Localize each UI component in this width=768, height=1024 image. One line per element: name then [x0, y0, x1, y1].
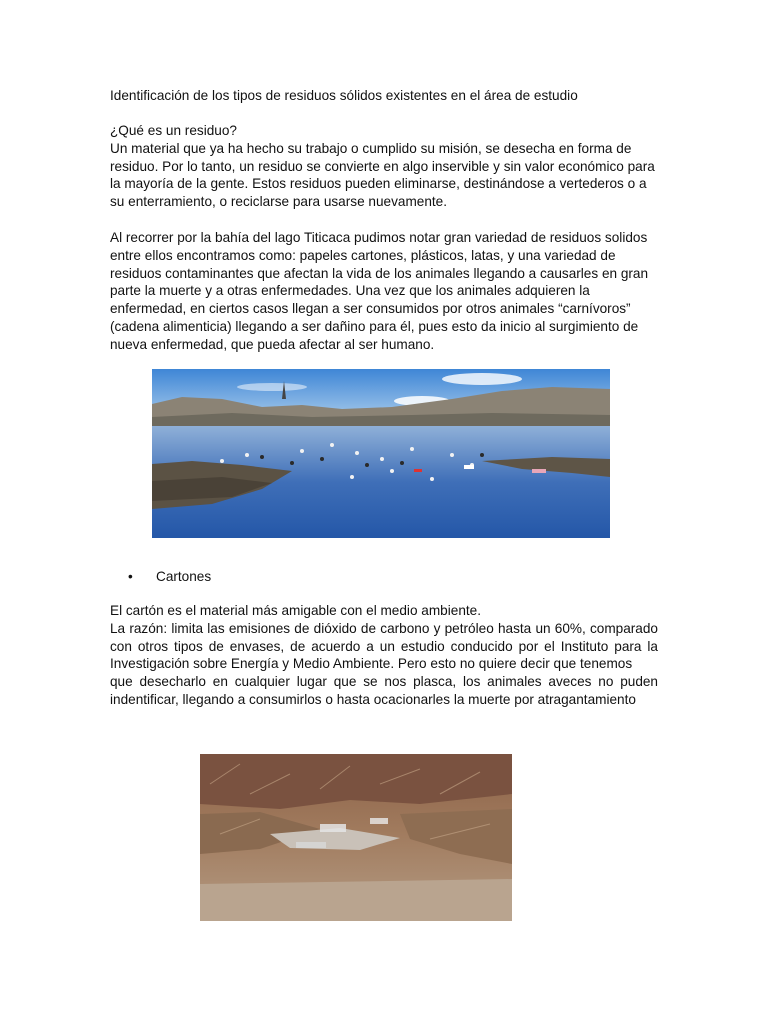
cardboard-section	[110, 602, 658, 709]
cardboard-reason: La razón: limita las emisiones de dióxido de carbono y petróleo hasta un 60%, comparado con otros tipos de envases, de acuerdo a un estudio conducido por el Instituto para la Investigación sobre Energía y Medio Ambiente. Pero esto no quiere decir que tenemos	[110, 620, 658, 672]
bullet-symbol: •	[128, 569, 133, 584]
title-text: Identificación de los tipos de residuos sólidos existentes en el área de estudio	[110, 88, 578, 103]
cardboard-intro: El cartón es el material más amigable con el medio ambiente.	[110, 603, 481, 618]
bay-paragraph: Al recorrer por la bahía del lago Titicaca pudimos notar gran variedad de residuos solidos entre ellos encontramos como: papeles cartones, plásticos, latas, y una variedad de residuos contaminantes que afectan la vida de los animales llegando a causarles en gran parte la muerte y a otras enfermedades. Una vez que los animales adquieren la enfermedad, en ciertos casos llegan a ser consumidos por otros animales “carnívoros” (cadena alimenticia) llegando a ser dañino para él, pues esto da inicio al surgimiento de nueva enfermedad, que pueda afectar al ser humano.	[110, 230, 649, 352]
lake-titicaca-photo	[152, 369, 610, 538]
cardboard-continuation: que desecharlo en cualquier lugar que se nos plasca, los animales aveces no puden indentificar, llegando a consumirlos o hasta ocacionarles la muerte por atragantamiento	[110, 674, 658, 707]
document-title	[110, 87, 658, 105]
definition-paragraph: Un material que ya ha hecho su trabajo o cumplido su misión, se desecha en forma de residuo. Por lo tanto, un residuo se convierte en algo inservible y sin valor económico para la mayoría de la gente. Estos residuos pueden eliminarse, destinándose a vertederos o a su enterramiento, o reciclarse para usarse nuevamente.	[110, 140, 655, 210]
bay-section	[110, 229, 658, 354]
bullet-list-item	[128, 568, 211, 586]
dry-grass-photo	[200, 754, 512, 921]
question-heading: ¿Qué es un residuo?	[110, 123, 237, 138]
definition-section	[110, 122, 658, 211]
bullet-label: Cartones	[156, 569, 212, 584]
